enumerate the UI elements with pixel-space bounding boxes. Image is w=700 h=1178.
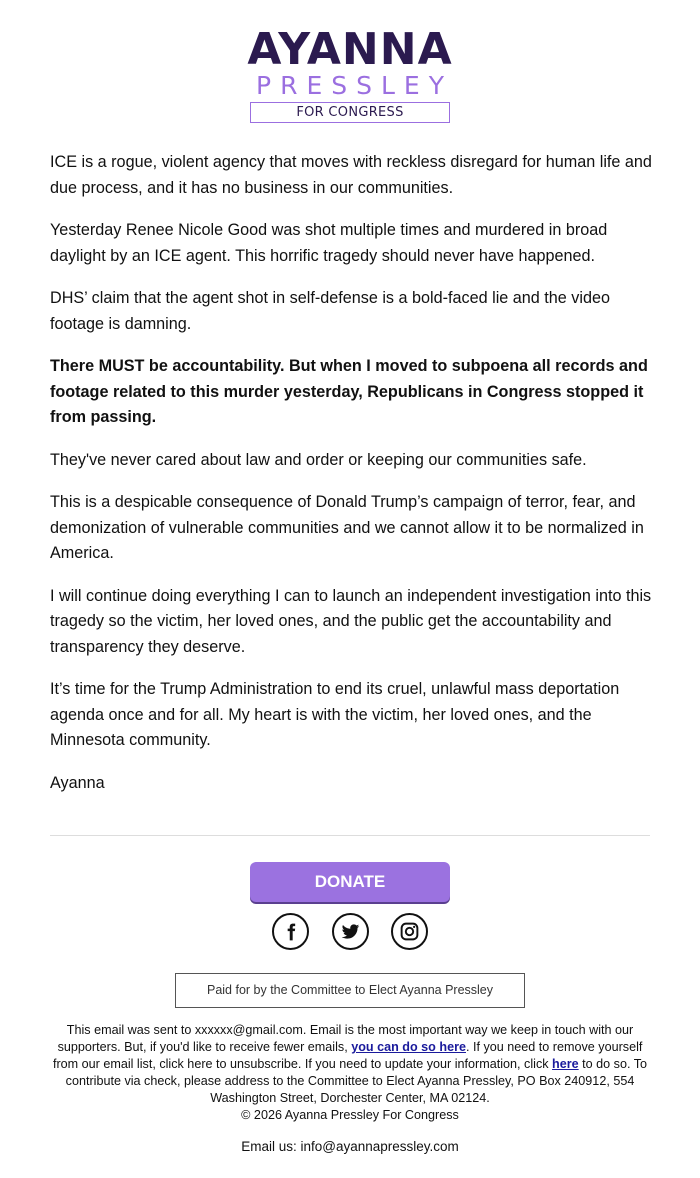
footer-legal bbox=[45, 1022, 655, 1124]
paragraph-3: DHS’ claim that the agent shot in self-defense is a bold-faced lie and the video footage is damning. bbox=[50, 289, 610, 333]
signature: Ayanna bbox=[50, 773, 105, 792]
donate-button[interactable]: DONATE bbox=[250, 862, 450, 902]
facebook-icon bbox=[281, 922, 301, 942]
twitter-link[interactable] bbox=[332, 913, 369, 950]
paid-for-disclaimer: Paid for by the Committee to Elect Ayanna Pressley bbox=[175, 973, 525, 1008]
copyright: © 2026 Ayanna Pressley For Congress bbox=[241, 1108, 459, 1122]
paragraph-5: They've never cared about law and order or keeping our communities safe. bbox=[50, 450, 587, 469]
footer-text-3: to do so. To contribute via check, please address to the Committee to Elect Ayanna Pressley, PO Box 240912, 554 Washington Street, Dorchester Center, MA 02124. bbox=[65, 1057, 648, 1105]
paragraph-4-bold: There MUST be accountability. But when I moved to subpoena all records and footage related to this murder yesterday, Republicans in Congress stopped it from passing. bbox=[50, 357, 648, 426]
instagram-icon bbox=[399, 921, 420, 942]
paragraph-2: Yesterday Renee Nicole Good was shot multiple times and murdered in broad daylight by an ICE agent. This horrific tragedy should never have happened. bbox=[50, 221, 608, 265]
divider bbox=[50, 835, 650, 836]
campaign-logo bbox=[0, 24, 700, 123]
logo-name: AYANNA bbox=[247, 24, 453, 75]
twitter-icon bbox=[340, 921, 361, 942]
instagram-link[interactable] bbox=[391, 913, 428, 950]
paragraph-8: It’s time for the Trump Administration to end its cruel, unlawful mass deportation agenda once and for all. My heart is with the victim, her loved ones, and the Minnesota community. bbox=[50, 680, 620, 749]
paragraph-1: ICE is a rogue, violent agency that moves with reckless disregard for human life and due process, and it has no business in our communities. bbox=[50, 153, 652, 197]
logo-surname: PRESSLEY bbox=[256, 71, 453, 100]
footer-text-2: . If you need to remove yourself from our email list, click here to unsubscribe. If you need to update your information, click bbox=[52, 1040, 643, 1071]
fewer-emails-link[interactable]: you can do so here bbox=[351, 1040, 466, 1054]
footer-text-1: This email was sent to xxxxxx@gmail.com. Email is the most important way we keep in touch with our supporters. But, if you'd like to receive fewer emails, bbox=[57, 1023, 634, 1054]
logo-tagline: FOR CONGRESS bbox=[250, 102, 450, 123]
paragraph-7: I will continue doing everything I can to launch an independent investigation into this tragedy so the victim, her loved ones, and the public get the accountability and transparency they deserve. bbox=[50, 586, 652, 656]
contact-email: Email us: info@ayannapressley.com bbox=[241, 1139, 459, 1154]
facebook-link[interactable] bbox=[272, 913, 309, 950]
email-body bbox=[50, 150, 654, 813]
update-info-link[interactable]: here bbox=[552, 1057, 579, 1071]
paragraph-6: This is a despicable consequence of Donald Trump’s campaign of terror, fear, and demonization of vulnerable communities and we cannot allow it to be normalized in America. bbox=[50, 493, 644, 562]
social-links bbox=[272, 913, 428, 951]
